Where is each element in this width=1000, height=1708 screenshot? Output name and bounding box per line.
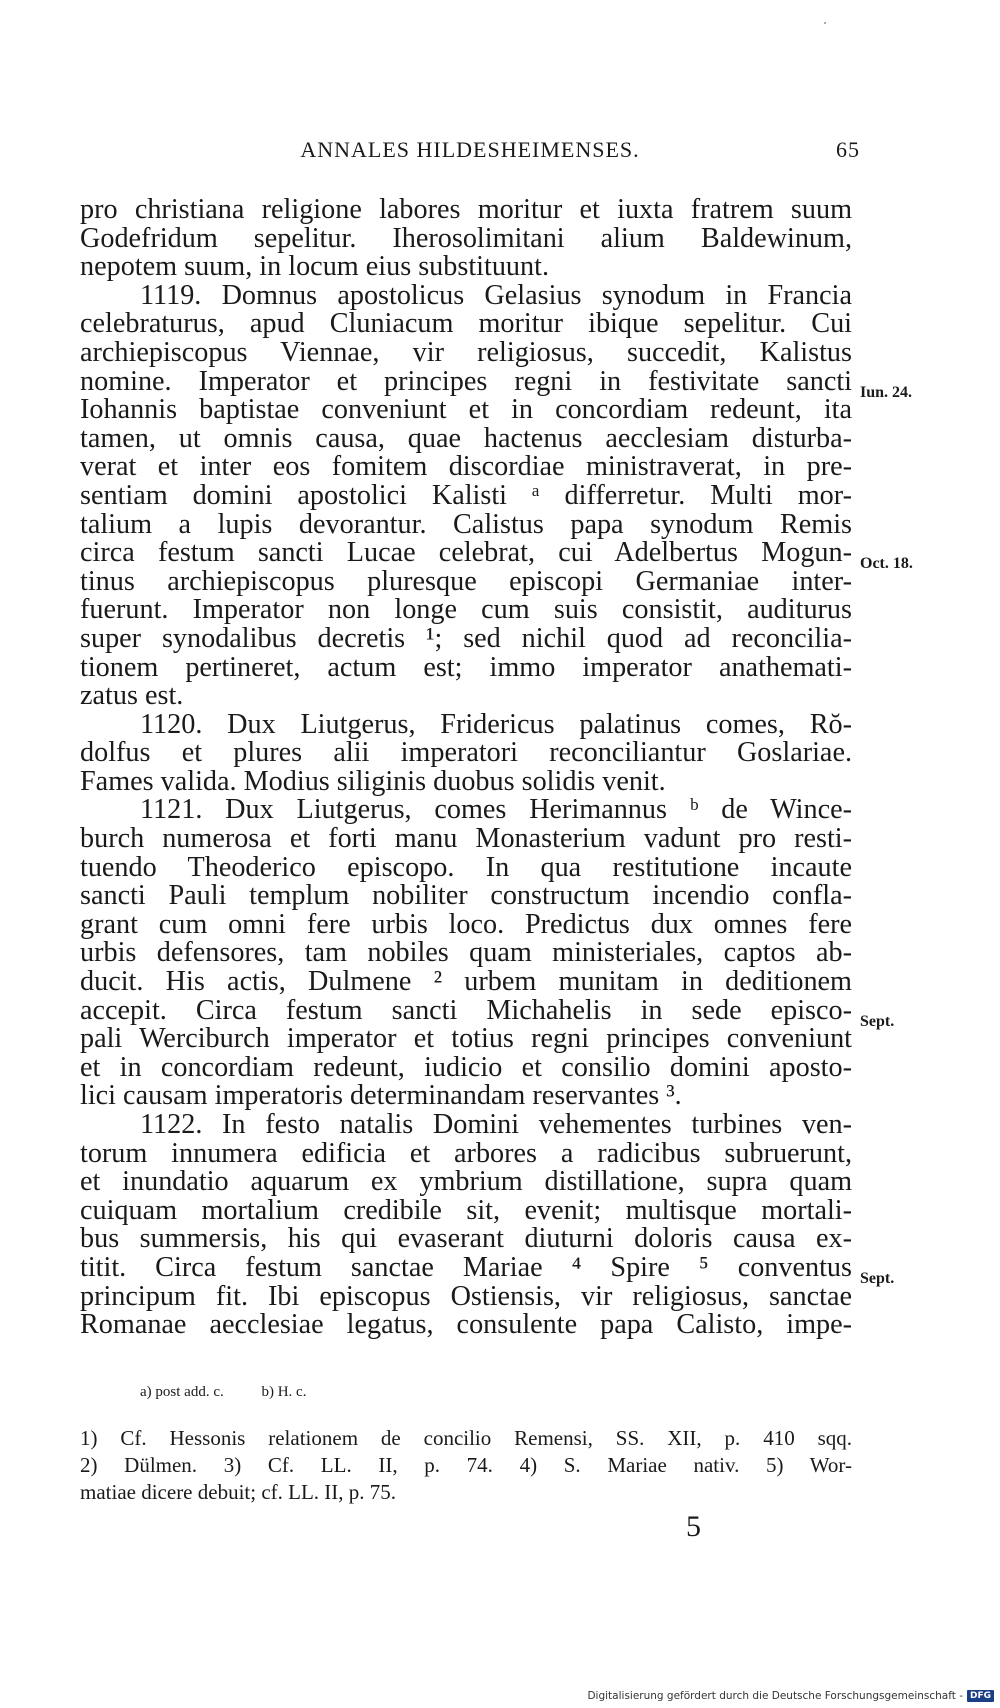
digitization-credit xyxy=(587,1690,994,1702)
text-line: bus summersis, his qui evaserant diuturni doloris causa ex- xyxy=(80,1225,852,1254)
text-line: 1120. Dux Liutgerus, Fridericus palatinus comes, Rŏ- xyxy=(140,710,852,740)
footnote-line: 2) Dülmen. 3) Cf. LL. II, p. 74. 4) S. Mariae nativ. 5) Wor- xyxy=(80,1453,852,1477)
footnote-line: matiae dicere debuit; cf. LL. II, p. 75. xyxy=(80,1480,397,1504)
text-line: talium a lupis devorantur. Calistus papa synodum Remis xyxy=(80,510,852,540)
text-line: urbis defensores, tam nobiles quam ministeriales, captos ab- xyxy=(80,939,852,969)
text-line: accepit. Circa festum sancti Michahelis in sede episco- xyxy=(80,996,852,1026)
margin-date-sept: Sept. xyxy=(860,1013,895,1030)
text-line: sancti Pauli templum nobiliter constructum incendio confla- xyxy=(80,882,852,911)
text-line: super synodalibus decretis ¹; sed nichil quod ad reconcilia- xyxy=(80,624,852,654)
text-line: tamen, ut omnis causa, quae hactenus aecclesiam disturba- xyxy=(80,424,852,454)
textual-note-a: a) post add. c. xyxy=(140,1384,224,1400)
signature-number: 5 xyxy=(686,1510,701,1543)
text-line: tinus archiepiscopus pluresque episcopi Germaniae inter- xyxy=(80,567,852,597)
margin-date-oct18: Oct. 18. xyxy=(860,555,913,572)
text-line: Romanae aecclesiae legatus, consulente papa Calisto, impe- xyxy=(80,1311,852,1340)
text-line: sentiam domini apostolici Kalisti ᵃ differretur. Multi mor- xyxy=(80,481,852,511)
dfg-logo: DFG xyxy=(967,1690,994,1702)
text-line: tionem pertineret, actum est; immo imperator anathemati- xyxy=(80,653,852,683)
scan-mark xyxy=(824,22,826,24)
text-line: lici causam imperatoris determinandam reservantes ³. xyxy=(80,1082,682,1111)
text-line: Iohannis baptistae conveniunt et in concordiam redeunt, ita xyxy=(80,396,852,425)
text-line: pali Werciburch imperator et totius regni principes conveniunt xyxy=(80,1025,852,1054)
footnote-line: 1) Cf. Hessonis relationem de concilio Remensi, SS. XII, p. 410 sqq. xyxy=(80,1426,852,1450)
text-line: grant cum omni fere urbis loco. Predictus dux omnes fere xyxy=(80,910,852,940)
text-line: cuiquam mortalium credibile sit, evenit; multisque mortali- xyxy=(80,1196,852,1226)
text-line: zatus est. xyxy=(80,682,184,711)
text-line: Godefridum sepelitur. Iherosolimitani alium Baldewinum, xyxy=(80,224,852,254)
text-line: et in concordiam redeunt, iudicio et consilio domini aposto- xyxy=(80,1053,852,1083)
header-title: ANNALES HILDESHEIMENSES. xyxy=(300,137,640,162)
main-text xyxy=(80,196,852,1340)
margin-date-sept: Sept. xyxy=(860,1270,895,1287)
text-line: torum innumera edificia et arbores a radicibus subruerunt, xyxy=(80,1139,852,1169)
text-line: archiepiscopus Viennae, vir religiosus, succedit, Kalistus xyxy=(80,338,852,368)
text-line: ducit. His actis, Dulmene ² urbem munitam in deditionem xyxy=(80,968,852,997)
credit-text: Digitalisierung gefördert durch die Deutsche Forschungsgemeinschaft - xyxy=(587,1690,963,1702)
text-line: Fames valida. Modius siliginis duobus solidis venit. xyxy=(80,767,666,797)
textual-notes xyxy=(140,1384,340,1401)
text-line: nomine. Imperator et principes regni in festivitate sancti xyxy=(80,367,852,397)
text-line: principum fit. Ibi episcopus Ostiensis, vir religiosus, sanctae xyxy=(80,1282,852,1312)
text-line: burch numerosa et forti manu Monasterium vadunt pro resti- xyxy=(80,825,852,854)
textual-note-b: b) H. c. xyxy=(261,1384,307,1400)
text-line: celebraturus, apud Cluniacum moritur ibique sepelitur. Cui xyxy=(80,310,852,339)
margin-date-jun24: Iun. 24. xyxy=(860,384,913,401)
text-line: titit. Circa festum sanctae Mariae ⁴ Spire ⁵ conventus xyxy=(80,1253,852,1283)
page-number: 65 xyxy=(836,137,860,162)
text-line: pro christiana religione labores moritur et iuxta fratrem suum xyxy=(80,196,852,225)
running-header xyxy=(80,137,860,173)
text-line: et inundatio aquarum ex ymbrium distillatione, supra quam xyxy=(80,1168,852,1197)
text-line: dolfus et plures alii imperatori reconciliantur Goslariae. xyxy=(80,739,852,768)
text-line: nepotem suum, in locum eius substituunt. xyxy=(80,253,549,282)
text-line: 1121. Dux Liutgerus, comes Herimannus ᵇ de Wince- xyxy=(140,796,852,826)
text-line: fuerunt. Imperator non longe cum suis consistit, auditurus xyxy=(80,596,852,625)
text-line: 1119. Domnus apostolicus Gelasius synodum in Francia xyxy=(140,281,852,311)
text-line: verat et inter eos fomitem discordiae ministraverat, in pre- xyxy=(80,453,852,482)
text-line: 1122. In festo natalis Domini vehementes turbines ven- xyxy=(140,1111,852,1140)
text-line: circa festum sancti Lucae celebrat, cui Adelbertus Mogun- xyxy=(80,539,852,568)
footnotes xyxy=(80,1425,852,1506)
text-line: tuendo Theoderico episcopo. In qua restitutione incaute xyxy=(80,853,852,883)
